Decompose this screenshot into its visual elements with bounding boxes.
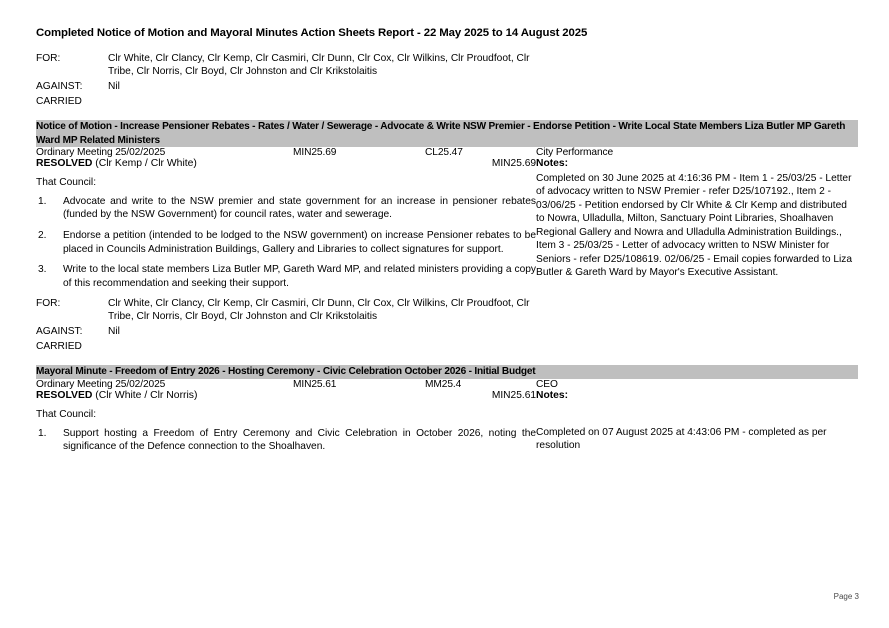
table-row-resolution [36, 390, 858, 461]
resolution-cell [36, 390, 536, 461]
notes-spacer [536, 404, 858, 426]
vote-for-value: Clr White, Clr Clancy, Clr Kemp, Clr Casmiri, Clr Dunn, Clr Cox, Clr Wilkins, Clr Proudfoot, Clr Tribe, Clr Norris, Clr Boyd, Clr Johnston and Clr Krikstolaitis [108, 53, 530, 78]
list-item-number: 1. [38, 195, 47, 207]
item-number-cell: CL25.47 [425, 146, 463, 158]
department-cell: City Performance [536, 146, 614, 158]
resolution-cell [36, 158, 536, 356]
resolution-reference: MIN25.69 [491, 157, 537, 169]
list-item [36, 427, 536, 454]
table-row-resolution [36, 158, 858, 356]
resolution-item-list [36, 195, 536, 290]
resolution-moved-by [36, 158, 197, 169]
department-cell: CEO [536, 378, 558, 390]
vote-for-label: FOR: [36, 298, 61, 310]
section-header-mayoral-minute: Mayoral Minute - Freedom of Entry 2026 - Hosting Ceremony - Civic Celebration October 2026 - Initial Budget [36, 365, 858, 378]
notes-label: Notes: [536, 389, 569, 401]
table-spacer-cell [36, 355, 858, 365]
minute-number-cell: MIN25.69 [293, 146, 337, 158]
page-number: Page 3 [833, 592, 859, 601]
list-item [36, 229, 536, 256]
meeting-cell: Ordinary Meeting 25/02/2025 [36, 146, 166, 158]
item-number-cell: MM25.4 [425, 378, 462, 390]
table-row-meta [36, 147, 858, 158]
section-header-notice-of-motion: Notice of Motion - Increase Pensioner Rebates - Rates / Water / Sewerage - Advocate & Write NSW Premier - Endorse Petition - Write Local State Members Liza Butler MP Gareth Ward MP Related Ministers [36, 120, 858, 147]
notes-cell [536, 158, 858, 356]
list-item-number: 3. [38, 264, 47, 276]
list-item-text: Write to the local state members Liza Butler MP, Gareth Ward MP, and related ministers providing a copy of this recommendation and seeking their support. [63, 264, 537, 289]
vote-against-value: Nil [108, 326, 120, 338]
minute-number-cell: MIN25.61 [293, 378, 337, 390]
that-council-label: That Council: [36, 176, 97, 188]
continued-vote-cell [36, 52, 536, 110]
resolved-label: RESOLVED [36, 157, 93, 169]
continued-notes-cell [536, 52, 858, 110]
meeting-cell: Ordinary Meeting 25/02/2025 [36, 378, 166, 390]
notes-text: Completed on 07 August 2025 at 4:43:06 PM - completed as per resolution [536, 426, 827, 452]
notes-cell [536, 390, 858, 461]
vote-against-label: AGAINST: [36, 326, 83, 338]
vote-for-label: FOR: [36, 53, 61, 64]
vote-carried-label: CARRIED [36, 96, 82, 108]
list-item-text: Endorse a petition (intended to be lodged to the NSW government) on increase Pensioner rebates to be placed in Councils Administration Buildings, Gallery and Libraries to collect signatures for support. [63, 229, 537, 255]
list-item [36, 263, 536, 290]
table-row-meta [36, 379, 858, 390]
list-item [36, 195, 536, 222]
notes-text: Completed on 30 June 2025 at 4:16:36 PM - Item 1 - 25/03/25 - Letter of advocacy written to NSW Premier - refer D25/107192., Item 2 - 03/06/25 - Petition endorsed by Clr White & Clr Kemp and distributed to Nowra, Ulladulla, Milton, Sanctuary Point Libraries, Shoalhaven Regional Gallery and Nowra and Ulladulla Administration Buildings., Item 3 - 25/03/25 - Letter of advocacy written to NSW Minister for Seniors - refer D25/108619. 02/06/25 - Email copies forwarded to Liza Butler & Gareth Ward by Mayor's Executive Assistant. [536, 172, 853, 278]
vote-for-value: Clr White, Clr Clancy, Clr Kemp, Clr Casmiri, Clr Dunn, Clr Cox, Clr Wilkins, Clr Proudfoot, Clr Tribe, Clr Norris, Clr Boyd, Clr Johnston and Clr Krikstolaitis [108, 298, 530, 323]
list-item-text: Support hosting a Freedom of Entry Ceremony and Civic Celebration in October 2026, noting the significance of the Defence connection to the Shoalhaven. [63, 427, 537, 453]
vote-against-value: Nil [108, 81, 120, 93]
notes-label: Notes: [536, 157, 569, 169]
table-row-section-header [36, 120, 858, 147]
resolution-movers: (Clr White / Clr Norris) [95, 389, 198, 401]
table-row-section-header [36, 365, 858, 378]
resolution-reference: MIN25.61 [491, 389, 537, 401]
table-spacer-row [36, 110, 858, 120]
table-spacer-row [36, 355, 858, 365]
list-item-text: Advocate and write to the NSW premier and state government for an increase in pensioner rebates (funded by the NSW Government) for council rates, water and sewerage. [63, 195, 537, 221]
resolution-header [36, 158, 536, 169]
vote-against-row [36, 325, 536, 338]
resolved-label: RESOLVED [36, 389, 93, 401]
vote-against-label: AGAINST: [36, 81, 83, 93]
list-item-number: 2. [38, 229, 47, 241]
resolution-header [36, 390, 536, 401]
action-sheets-table-wrapper [36, 52, 858, 461]
table-row-continued-vote [36, 52, 858, 110]
vote-for-row [36, 52, 536, 78]
vote-for-row [36, 297, 536, 323]
list-item-number: 1. [38, 427, 47, 439]
vote-against-row [36, 80, 536, 93]
resolution-item-list [36, 427, 536, 454]
page-title: Completed Notice of Motion and Mayoral Minutes Action Sheets Report - 22 May 2025 to 14 August 2025 [36, 27, 588, 39]
resolution-moved-by [36, 390, 197, 401]
action-sheets-table [36, 52, 858, 461]
vote-carried-label: CARRIED [36, 341, 82, 353]
that-council-label: That Council: [36, 408, 97, 420]
table-spacer-cell [36, 110, 858, 120]
resolution-movers: (Clr Kemp / Clr White) [95, 157, 197, 169]
